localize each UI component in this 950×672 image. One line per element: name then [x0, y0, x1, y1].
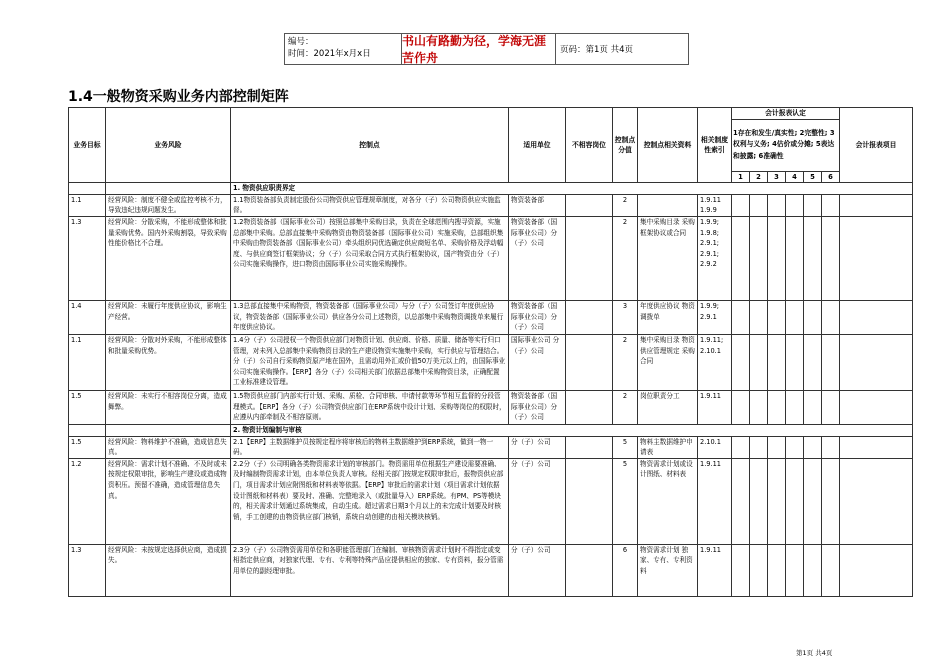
- number-label: 编号：: [288, 37, 314, 47]
- cell-risk: 经营风险：分散采购，不能形成整体和批量采购优势。国内外采购割裂，导致采购性能价格比不合理。: [106, 216, 231, 300]
- cell-control: 1.1物资装备部负责制定股份公司物资供应管理规章制度，对各分（子）公司物资供应实施监督。: [231, 194, 509, 216]
- page-footer: 第1页 共4页: [796, 649, 833, 657]
- cell-risk: 经营风险：未按规定选择供应商，造成损失。: [106, 544, 231, 596]
- cell-goal: 1.5: [69, 390, 106, 424]
- cell-incompatible: [566, 300, 613, 334]
- cell-docs: 集中采购目录 采购框架协议或合同: [638, 216, 698, 300]
- cell-docs: 岗位职责分工: [638, 390, 698, 424]
- cell-docs: 年度供应协议 物资调拨单: [638, 300, 698, 334]
- cell-unit: 国际事业公司 分（子）公司: [509, 334, 566, 390]
- cell-control: 1.5物资供应部门内部实行计划、采购、质检、合同审核、申请付款等环节相互监督的分段管理模式。【ERP】各分（子）公司物资供应部门在ERP系统中设计计划、采购等岗位的权限时，应遵从内部牵制及不相容原则。: [231, 390, 509, 424]
- cell-risk: 经营风险：未实行不相容岗位分离，造成舞弊。: [106, 390, 231, 424]
- cell-control: 2.2分（子）公司明确各类物资需求计划的审核部门。物资需用单位根据生产建设需要准确、及时编制物资需求计划，由本单位负责人审核。经相关部门按规定权限审批后，报物资供应部门，项目需求计划应附图纸和材料表等依据。【ERP】审批后的需求计划（项目需求计划依据设计图纸和材料表）要及时、准确、完整地录入（或批量导入）ERP系统。有PM、PS等模块的，相关需求计划通过系统集成，自动生成。超过需求日期3个月以上的未完成计划要及时核销，手工创建的由物资供应部门核销，系统自动创建的由相关模块核销。: [231, 458, 509, 544]
- cell-score: 6: [613, 544, 638, 596]
- cell-score: 5: [613, 458, 638, 544]
- cell-incompatible: [566, 334, 613, 390]
- cell-docs: 物料主数据维护申请表: [638, 436, 698, 458]
- cell-system: 1.9.11; 2.10.1: [698, 334, 732, 390]
- cell-goal: 1.5: [69, 436, 106, 458]
- cell-goal: 1.4: [69, 300, 106, 334]
- cell-risk: 经营风险：分散对外采购，不能形成整体和批量采购优势。: [106, 334, 231, 390]
- cell-system: 2.10.1: [698, 436, 732, 458]
- cell-score: 2: [613, 390, 638, 424]
- col-system: 相关制度性索引: [698, 108, 732, 183]
- col-risk: 业务风险: [106, 108, 231, 183]
- cell-incompatible: [566, 194, 613, 216]
- cell-unit: 分（子）公司: [509, 544, 566, 596]
- cell-system: 1.9.11 1.9.9: [698, 194, 732, 216]
- header-meta: [285, 34, 402, 64]
- cell-goal: 1.3: [69, 216, 106, 300]
- col-control: 控制点: [231, 108, 509, 183]
- cell-score: 2: [613, 194, 638, 216]
- cell-score: 3: [613, 300, 638, 334]
- cell-docs: [638, 194, 698, 216]
- assertion-num: 6: [822, 171, 840, 183]
- col-assertion-title: 会计报表认定: [732, 108, 840, 120]
- col-score: 控制点分值: [613, 108, 638, 183]
- cell-unit: 物资装备部: [509, 194, 566, 216]
- cell-control: 2.1【ERP】主数据维护员按规定程序将审核后的物料主数据维护到ERP系统，做到一物一码。: [231, 436, 509, 458]
- cell-docs: 集中采购目录 物资供应管理规定 采购合同: [638, 334, 698, 390]
- header-motto: 书山有路勤为径，学海无涯苦作舟: [402, 34, 556, 64]
- header-page-label: 页码：第1页 共4页: [560, 45, 634, 55]
- cell-goal: 1.1: [69, 334, 106, 390]
- cell-unit: 物资装备部（国际事业公司）分（子）公司: [509, 390, 566, 424]
- col-docs: 控制点相关资料: [638, 108, 698, 183]
- cell-score: 2: [613, 334, 638, 390]
- cell-risk: 经营风险：未履行年度供应协议，影响生产经营。: [106, 300, 231, 334]
- assertion-num: 1: [732, 171, 750, 183]
- col-incompatible: 不相容岗位: [566, 108, 613, 183]
- cell-system: 1.9.9; 1.9.8; 2.9.1; 2.9.1; 2.9.2: [698, 216, 732, 300]
- cell-score: 2: [613, 216, 638, 300]
- cell-system: 1.9.11: [698, 390, 732, 424]
- cell-goal: 1.1: [69, 194, 106, 216]
- cell-unit: 物资装备部（国际事业公司）分（子）公司: [509, 216, 566, 300]
- cell-unit: 物资装备部（国际事业公司）分（子）公司: [509, 300, 566, 334]
- cell-system: 1.9.11: [698, 458, 732, 544]
- cell-control: 1.4分（子）公司授权一个物资供应部门对物资计划、供应商、价格、质量、储备等实行归口管理，对未列入总部集中采购物资目录的生产建设物资实施集中采购，实行供应与管理结合。分（子）公司自行采购物资原产地在国外，且需动用外汇或价值50万美元以上的，由国际事业公司实施采购操作。【ERP】各分（子）公司相关部门依据总部集中采购物资目录，正确配置工业标准建设管理。: [231, 334, 509, 390]
- col-items: 会计报表项目: [840, 108, 913, 183]
- assertion-num: 4: [786, 171, 804, 183]
- cell-risk: 经营风险：需求计划不准确、不及时或未按规定权限审批，影响生产建设或造成物资积压。预留不准确，造成管理信息失真。: [106, 458, 231, 544]
- cell-control: 2.3分（子）公司物资需用单位和各职能管理部门在编制、审核物资需求计划时不得指定或变相指定供应商，对独家代理、专有、专利等特殊产品应提供相应的独家、专有资料，报分管需用单位的副经理审批。: [231, 544, 509, 596]
- cell-incompatible: [566, 436, 613, 458]
- cell-risk: 经营风险：制度不健全或监控考核不力，导致违纪违规问题发生。: [106, 194, 231, 216]
- page-title: 1.4一般物资采购业务内部控制矩阵: [68, 89, 289, 105]
- cell-docs: 物资需求计划 独家、专有、专利资料: [638, 544, 698, 596]
- cell-score: 5: [613, 436, 638, 458]
- cell-incompatible: [566, 390, 613, 424]
- cell-system: 1.9.11: [698, 544, 732, 596]
- section-heading: 2. 物资计划编制与审核: [231, 424, 913, 436]
- cell-system: 1.9.9; 2.9.1: [698, 300, 732, 334]
- cell-risk: 经营风险：物料维护不准确，造成信息失真。: [106, 436, 231, 458]
- cell-docs: 物资需求计划或设计图纸、材料表: [638, 458, 698, 544]
- assertion-num: 2: [750, 171, 768, 183]
- cell-unit: 分（子）公司: [509, 436, 566, 458]
- col-unit: 适用单位: [509, 108, 566, 183]
- cell-incompatible: [566, 216, 613, 300]
- section-heading: 1. 物资供应职责界定: [231, 183, 913, 195]
- col-goal: 业务目标: [69, 108, 106, 183]
- cell-unit: 分（子）公司: [509, 458, 566, 544]
- cell-control: 1.2物资装备部（国际事业公司）按照总部集中采购目录，负责在全球范围内搜寻资源，实施总部集中采购。总部直接集中采购物资由物资装备部（国际事业公司）实施采购，总部组织集中采购由物资装备部（国际事业公司）牵头组织同优选确定供应商短名单、采购价格及浮动幅度、与供应商签订框架协议；分（子）公司采取合同方式执行框架协议，国产物资由分（子）公司实施采购操作，进口物资由国际事业公司实施采购操作。: [231, 216, 509, 300]
- cell-goal: 1.3: [69, 544, 106, 596]
- cell-incompatible: [566, 544, 613, 596]
- cell-goal: 1.2: [69, 458, 106, 544]
- col-assertion-desc: 1存在和发生/真实性; 2完整性; 3权利与义务; 4估价或分摊; 5表达和披露; 6准确性: [732, 119, 840, 171]
- assertion-num: 5: [804, 171, 822, 183]
- time-label: 时间：2021年x月x日: [288, 49, 371, 59]
- cell-control: 1.3总部直接集中采购物资，物资装备部（国际事业公司）与分（子）公司签订年度供应协议，物资装备部（国际事业公司）供应各分公司上述物资，以总部集中采购物资调拨单来履行年度供应协议。: [231, 300, 509, 334]
- assertion-num: 3: [768, 171, 786, 183]
- control-matrix-table: [68, 107, 913, 597]
- cell-incompatible: [566, 458, 613, 544]
- page-header: [284, 33, 689, 65]
